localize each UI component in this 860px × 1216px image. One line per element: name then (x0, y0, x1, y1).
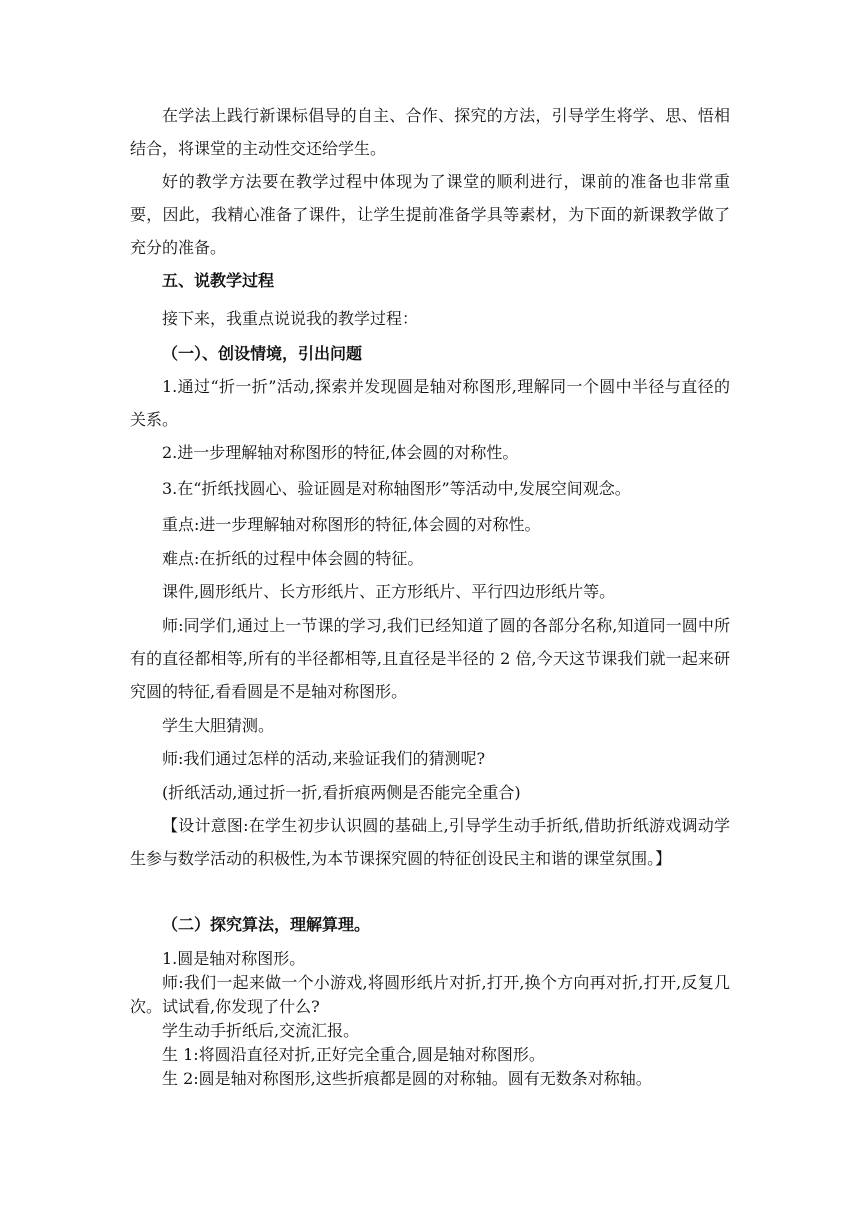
paragraph-student-guess: 学生大胆猜测。 (162, 716, 275, 735)
paragraph-teacher-question: 师:我们通过怎样的活动,来验证我们的猜测呢? (162, 749, 486, 768)
section-heading-teaching-process: 五、说教学过程 (162, 271, 275, 290)
paragraph-key-point: 重点:进一步理解轴对称图形的特征,体会圆的对称性。 (162, 515, 541, 534)
paragraph-intro: 接下来，我重点说说我的教学过程： (162, 309, 419, 328)
paragraph-design-intent: 【设计意图:在学生初步认识圆的基础上,引导学生动手折纸,借助折纸游戏调动学生参与数学活动的积极性,为本节课探究圆的特征创设民主和谐的课堂氛围。】 (130, 816, 730, 868)
paragraph-goal-2: 2.进一步理解轴对称图形的特征,体会圆的对称性。 (162, 443, 519, 462)
paragraph-goal-3: 3.在“折纸找圆心、验证圆是对称轴图形”等活动中,发展空间观念。 (162, 479, 631, 498)
subheading-create-situation: （一）、创设情境，引出问题 (162, 344, 363, 363)
paragraph-teacher-game: 师:我们一起来做一个小游戏,将圆形纸片对折,打开,换个方向再对折,打开,反复几次。试试看,你发现了什么? (130, 973, 730, 1016)
paragraph-study-method: 在学法上践行新课标倡导的自主、合作、探究的方法，引导学生将学、思、悟相结合，将课堂的主动性交还给学生。 (130, 106, 730, 158)
paragraph-teacher-intro: 师:同学们,通过上一节课的学习,我们已经知道了圆的各部分名称,知道同一圆中所有的直径都相等,所有的半径都相等,且直径是半径的 2 倍,今天这节课我们就一起来研究圆的特征,看看圆是不是轴对称图形。 (130, 616, 730, 701)
subheading-explore-algorithm: （二）探究算法，理解算理。 (162, 915, 371, 934)
paragraph-student-report: 学生动手折纸后,交流汇报。 (162, 1021, 360, 1040)
paragraph-axis-symmetry: 1.圆是轴对称图形。 (162, 949, 306, 968)
paragraph-student-2: 生 2:圆是轴对称图形,这些折痕都是圆的对称轴。圆有无数条对称轴。 (162, 1069, 652, 1088)
paragraph-difficulty: 难点:在折纸的过程中体会圆的特征。 (162, 549, 424, 568)
paragraph-preparation: 好的教学方法要在教学过程中体现为了课堂的顺利进行，课前的准备也非常重要，因此，我精心准备了课件，让学生提前准备学具等素材，为下面的新课教学做了充分的准备。 (130, 172, 730, 257)
paragraph-materials: 课件,圆形纸片、长方形纸片、正方形纸片、平行四边形纸片等。 (162, 582, 616, 601)
paragraph-folding-activity: (折纸活动,通过折一折,看折痕两侧是否能完全重合) (162, 783, 521, 802)
paragraph-student-1: 生 1:将圆沿直径对折,正好完全重合,圆是轴对称图形。 (162, 1045, 545, 1064)
paragraph-goal-1: 1.通过“折一折”活动,探索并发现圆是轴对称图形,理解同一个圆中半径与直径的关系。 (130, 377, 730, 429)
